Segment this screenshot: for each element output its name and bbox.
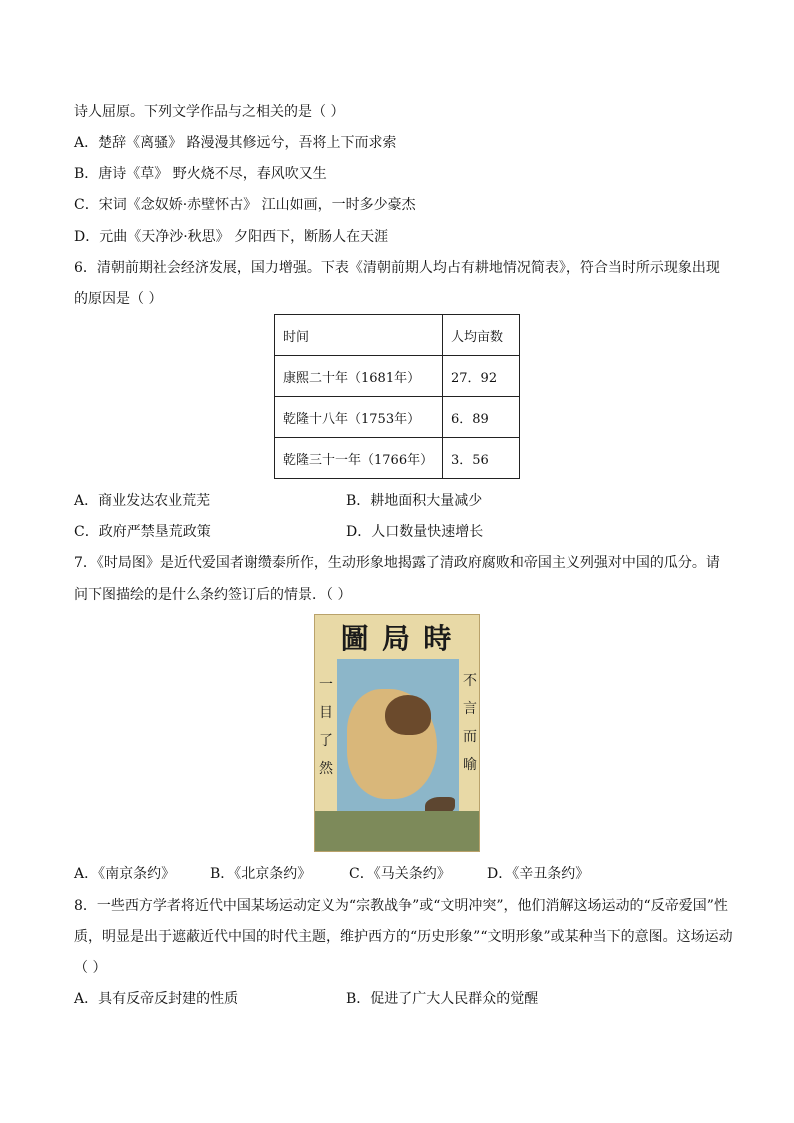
table-header-time: 时间 xyxy=(275,315,443,356)
cartoon-title-char: 圖 xyxy=(340,622,371,655)
cartoon-right-caption xyxy=(462,667,478,779)
table-cell-value: 27．92 xyxy=(443,356,520,397)
table-cell-time: 乾隆十八年（1753年） xyxy=(275,397,443,438)
table-cell-value: 3．56 xyxy=(443,438,520,479)
q6-option-c: C．政府严禁垦荒政策 xyxy=(74,524,211,540)
q7-stem-line2: 问下图描绘的是什么条约签订后的情景．（ ） xyxy=(74,587,352,603)
cartoon-bear-figure xyxy=(385,695,431,735)
q6-option-d: D．人口数量快速增长 xyxy=(346,524,484,540)
q6-stem: 6．清朝前期社会经济发展，国力增强。下表《清朝前期人均占有耕地情况简表》，符合当时所示现象出现 xyxy=(74,260,720,276)
table-row xyxy=(275,438,520,479)
table-cell-value: 6．89 xyxy=(443,397,520,438)
farmland-table xyxy=(274,314,520,479)
table-header-per-capita: 人均亩数 xyxy=(443,315,520,356)
cartoon-title-char: 局 xyxy=(381,622,412,655)
q8-option-a: A．具有反帝反封建的性质 xyxy=(74,991,239,1007)
q7-stem: 7．《时局图》是近代爱国者谢缵泰所作，生动形象地揭露了清政府腐败和帝国主义列强对中国的瓜分。请 xyxy=(74,555,720,571)
cartoon-caption-char: 喻 xyxy=(463,757,477,773)
q8-option-b: B．促进了广大人民群众的觉醒 xyxy=(346,991,539,1007)
cartoon-caption-char: 了 xyxy=(319,733,333,749)
q6-option-a: A．商业发达农业荒芜 xyxy=(74,493,211,509)
cartoon-left-caption xyxy=(318,671,334,783)
cartoon-title xyxy=(335,619,459,655)
cartoon-caption-char: 目 xyxy=(319,705,333,721)
cartoon-figures-band xyxy=(315,811,479,851)
q8-stem-line3: （ ） xyxy=(74,960,107,976)
cartoon-caption-char: 然 xyxy=(319,761,333,777)
cartoon-caption-char: 言 xyxy=(463,701,477,717)
table-cell-time: 康熙二十年（1681年） xyxy=(275,356,443,397)
q7-option-b: B．《北京条约》 xyxy=(210,866,312,882)
q7-option-d: D．《辛丑条约》 xyxy=(487,866,590,882)
q8-stem: 8．一些西方学者将近代中国某场运动定义为“宗教战争”或“文明冲突”，他们消解这场运动的“反帝爱国”性 xyxy=(74,898,728,914)
q8-stem-line2: 质，明显是出于遮蔽近代中国的时代主题，维护西方的“历史形象”“文明形象”或某种当下的意图。这场运动 xyxy=(74,929,733,945)
cartoon-title-char: 時 xyxy=(423,622,454,655)
table-row xyxy=(275,356,520,397)
cartoon-caption-char: 而 xyxy=(463,729,477,745)
q5-option-b: B．唐诗《草》 野火烧不尽，春风吹又生 xyxy=(74,166,327,182)
shijutu-cartoon-image xyxy=(314,614,480,852)
q7-option-a: A．《南京条约》 xyxy=(74,866,176,882)
q5-option-c: C．宋词《念奴娇·赤壁怀古》 江山如画，一时多少豪杰 xyxy=(74,197,416,213)
cartoon-caption-char: 一 xyxy=(319,677,333,693)
q5-stem-continuation: 诗人屈原。下列文学作品与之相关的是（ ） xyxy=(74,104,345,120)
q5-option-a: A．楚辞《离骚》 路漫漫其修远兮，吾将上下而求索 xyxy=(74,135,397,151)
q6-option-b: B．耕地面积大量减少 xyxy=(346,493,483,509)
table-row xyxy=(275,397,520,438)
cartoon-caption-char: 不 xyxy=(463,673,477,689)
q6-stem-line2: 的原因是（ ） xyxy=(74,291,163,307)
cartoon-map xyxy=(337,659,459,829)
table-header-row xyxy=(275,315,520,356)
table-cell-time: 乾隆三十一年（1766年） xyxy=(275,438,443,479)
q5-option-d: D．元曲《天净沙·秋思》 夕阳西下，断肠人在天涯 xyxy=(74,229,389,245)
q7-option-c: C．《马关条约》 xyxy=(349,866,451,882)
